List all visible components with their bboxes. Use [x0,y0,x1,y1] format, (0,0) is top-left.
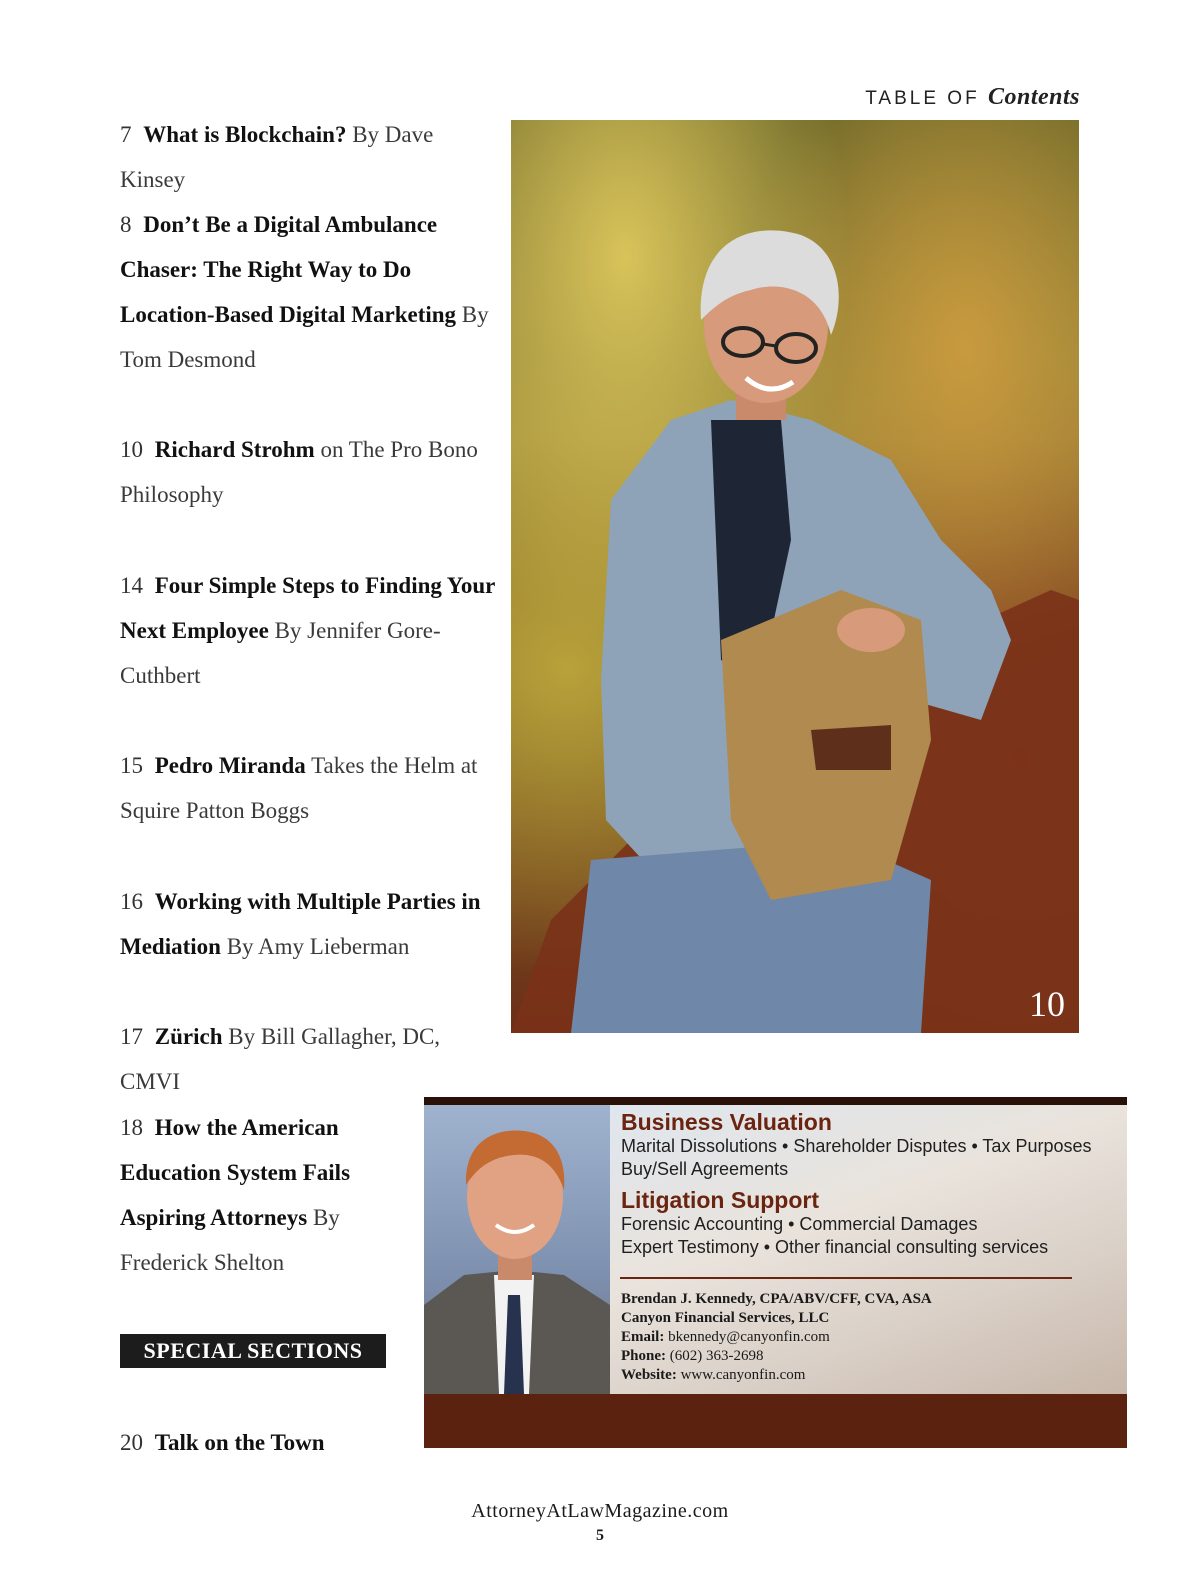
footer-page-number: 5 [596,1527,604,1544]
photo-page-number: 10 [1029,984,1065,1024]
toc-entry[interactable] [120,427,500,517]
ad-website[interactable]: www.canyonfin.com [680,1367,806,1383]
toc-entry[interactable] [120,743,500,833]
ad-service-line: Buy/Sell Agreements [621,1159,789,1179]
ad-email-label: Email: [621,1329,665,1345]
toc-entry[interactable] [120,1014,500,1104]
toc-entry[interactable] [120,563,500,698]
footer-website[interactable]: AttorneyAtLawMagazine.com [471,1500,729,1522]
toc-page-number: 20 [120,1430,143,1455]
toc-page-number: 10 [120,437,143,462]
toc-byline: By Bill Gallagher, DC, CMVI [120,1024,441,1094]
toc-title: Working with Multiple Parties in Mediation [120,889,481,959]
toc-title: Richard Strohm [154,437,315,462]
ad-service-line: Expert Testimony • Other financial consulting services [621,1237,1049,1257]
header-emphasis: Contents [987,84,1080,110]
toc-byline: Takes the Helm at Squire Patton Boggs [120,753,478,823]
ad-headshot [424,1105,610,1394]
ad-heading-litigation-support: Litigation Support [621,1187,820,1213]
toc-page-number: 7 [120,122,132,147]
ad-bottom-bar [424,1394,1127,1448]
toc-title: How the American Education System Fails Aspiring Attorneys [120,1115,351,1230]
ad-heading-business-valuation: Business Valuation [621,1109,832,1135]
toc-title: Don’t Be a Digital Ambulance Chaser: The Right Way to Do Location-Based Digital Marketing [120,212,457,327]
cover-feature-photo[interactable] [511,120,1079,1033]
toc-byline: By Tom Desmond [120,302,489,372]
toc-title: What is Blockchain? [143,122,347,147]
toc-entry[interactable] [120,1105,380,1285]
ad-website-label: Website: [621,1367,677,1383]
ad-phone[interactable]: (602) 363-2698 [669,1348,764,1364]
portrait-illustration [511,120,1079,1033]
toc-byline: By Jennifer Gore-Cuthbert [120,618,441,688]
toc-page-number: 18 [120,1115,143,1140]
toc-entry[interactable] [120,202,500,382]
advertisement-canyon-financial[interactable] [424,1097,1127,1448]
toc-page-number: 15 [120,753,143,778]
toc-byline: By Frederick Shelton [120,1205,340,1275]
ad-top-bar [424,1097,1127,1105]
toc-entry[interactable] [120,879,500,969]
toc-entry[interactable] [120,112,500,202]
headshot-illustration [424,1105,610,1394]
header-prefix: TABLE OF [865,88,980,109]
toc-title: Pedro Miranda [154,753,306,778]
ad-service-line: Marital Dissolutions • Shareholder Disputes • Tax Purposes [621,1136,1092,1156]
section-header [700,84,1080,111]
toc-page-number: 16 [120,889,143,914]
toc-page-number: 14 [120,573,143,598]
toc-byline: By Amy Lieberman [226,934,410,959]
toc-page-number: 17 [120,1024,143,1049]
ad-contact-name: Brendan J. Kennedy, CPA/ABV/CFF, CVA, ASA [621,1291,932,1307]
ad-contact-block [621,1290,1101,1385]
toc-title: Four Simple Steps to Finding Your Next Employee [120,573,495,643]
toc-title: Talk on the Town [154,1430,325,1455]
toc-page-number: 8 [120,212,132,237]
toc-title: Zürich [154,1024,223,1049]
ad-email[interactable]: bkennedy@canyonfin.com [668,1329,830,1345]
ad-services [621,1109,1111,1259]
ad-company-name: Canyon Financial Services, LLC [621,1310,830,1326]
ad-divider [620,1277,1072,1279]
special-sections-label: SPECIAL SECTIONS [120,1334,386,1368]
toc-byline: By Dave Kinsey [120,122,434,192]
toc-byline: on The Pro Bono Philosophy [120,437,478,507]
ad-service-line: Forensic Accounting • Commercial Damages [621,1214,978,1234]
ad-phone-label: Phone: [621,1348,666,1364]
